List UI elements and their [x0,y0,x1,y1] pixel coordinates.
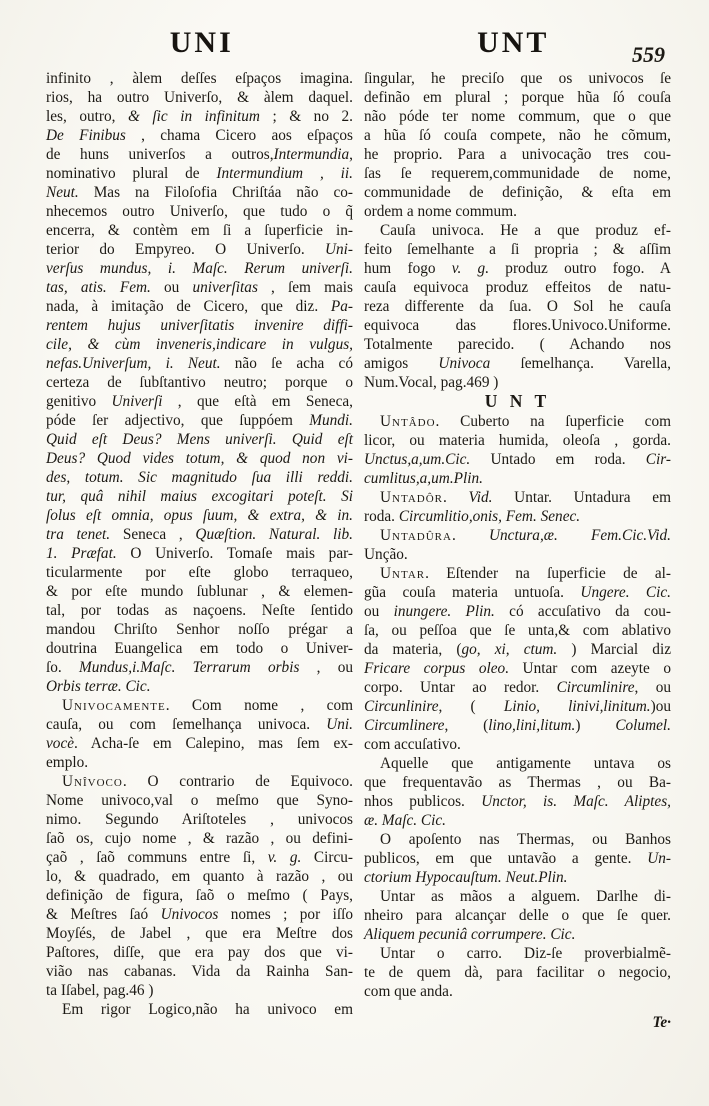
text-line: Totalmente parecido. ( Achando nos [364,336,671,353]
text-line: ordem a nome commum. [364,203,517,220]
text-line: Untar as mãos a alguem. Darlhe di- [380,888,671,905]
text-line: rios, ha outro Univerſo, & àlem daquel. [46,89,353,106]
text-line: com que anda. [364,983,453,1000]
text-line: Untar o carro. Diz-ſe proverbialmẽ- [380,945,671,962]
text-line: Aliquem pecuniâ corrumpere. Cic. [364,926,576,943]
text-line: ctorium Hypocauſtum. Neut.Plin. [364,869,568,886]
text-line: nada, à imitação de Cicero, que diz. Pa- [46,298,353,315]
text-line: definão em plural ; porque hũa ſó couſa [364,89,671,106]
text-line: Neut. Mas na Filoſofia Chriſtáa não co- [46,184,353,201]
text-line: feito ſemelhante a ſi propria ; & aſſim [364,241,671,258]
text-line: Fricare corpus oleo. Untar com azeyte o [364,660,671,677]
text-line: nhecemos outro Univerſo, que tudo o q̃ [46,203,353,220]
text-line: nominativo plural de Intermundium , ii. [46,165,353,182]
text-line: Unctus,a,um.Cic. Untado em roda. Cir- [364,451,671,468]
text-line: vocè. Acha-ſe em Calepino, mas ſem ex- [46,735,353,752]
text-line: genitivo Univerſi , que eſtà em Seneca, [46,393,353,410]
text-line: Untadûra. Unctura,æ. Fem.Cic.Vid. [380,527,671,544]
text-line: & Meſtres ſaó Univocos nomes ; por iſſo [46,906,353,923]
text-line: de huns univerſos a outros,Intermundia, [46,146,353,163]
text-line: terior do Empyreo. O Univerſo. Uni- [46,241,353,258]
text-line: Untar. Eſtender na ſuperficie de al- [380,565,671,582]
text-line: doutrina Euangelica em todo o Univer- [46,640,353,657]
text-line: amigos Univoca ſemelhança. Varella, [364,355,671,372]
text-line: communidade de definição, & eſta em [364,184,671,201]
text-line: nimo. Segundo Ariſtoteles , univocos [46,811,353,828]
text-line: corpo. Untar ao redor. Circumlinire, ou [364,679,671,696]
text-line: licor, ou materia humida, oleoſa , gorda. [364,432,671,449]
text-line: cumlitus,a,um.Plin. [364,470,483,487]
text-line: Unção. [364,546,408,563]
text-line: hum fogo v. g. produz outro fogo. A [364,260,671,277]
text-line: a hũa ſó couſa compete, não he cõmum, [364,127,671,144]
text-line: definição de figura, ſaõ o meſmo ( Pays, [46,887,353,904]
text-line: Circumlinere, (lino,lini,litum.) Columel. [364,717,671,734]
text-line: rentem hujus univerſitatis invenire diffi- [46,317,353,334]
text-line: ſa, ou peſſoa que ſe unta,& com ablativo [364,622,671,639]
text-line: Paſtores, diſſe, que era pay dos que vi- [46,944,353,961]
text-line: Orbis terræ. Cic. [46,678,151,695]
text-line: te de quem dà, para facilitar o negocio, [364,964,671,981]
text-line: Unîvoco. O contrario de Equivoco. [62,773,353,790]
text-line: Num.Vocal, pag.469 ) [364,374,499,391]
text-line: infinito , àlem deſſes eſpaços imagina. [46,70,353,87]
text-line: da materia, (go, xi, ctum. ) Marcial diz [364,641,671,658]
text-line: Deus? Quod vides totum, & quod non vi- [46,450,353,467]
text-line: que frequentavão as Thermas , ou Ba- [364,774,671,791]
text-line: 1. Præfat. O Univerſo. Tomaſe mais par- [46,545,353,562]
text-line: com accuſativo. [364,736,461,753]
text-line: cauſa, ou com ſemelhança univoca. Uni. [46,716,353,733]
text-columns [46,69,671,1032]
page-number: 559 [632,42,665,67]
text-line: des, totum. Sic magnitudo ſua illi reddi. [46,469,353,486]
text-line: çaõ , ſaõ communs entre ſi, v. g. Circu- [46,849,353,866]
text-line: ſo. Mundus,i.Maſc. Terrarum orbis , ou [46,659,353,676]
text-line: Quid eſt Deus? Mens univerſi. Quid eſt [46,431,353,448]
text-line: & por eſte mundo ſublunar , & elemen- [46,583,353,600]
header-left-title: UNI [169,26,234,59]
text-line: U N T [484,391,551,411]
text-line: les, outro, & ſic in infinitum ; & no 2. [46,108,353,125]
text-line: tra tenet. Seneca , Quæſtion. Natural. lib. [46,526,353,543]
text-line: nheiro para alcançar delle o que ſe quer. [364,907,671,924]
text-line: Nome univoco,val o meſmo que Syno- [46,792,353,809]
text-line: ſas ſe requerem,communidade de nome, [364,165,671,182]
text-line: ou inungere. Plin. có accuſativo da cou- [364,603,671,620]
text-line: ſaõ os, cujo nome , & razão , ou defini- [46,830,353,847]
text-line: ticularmente por eſte globo terraqueo, [46,564,353,581]
text-line: ſolus eſt omnia, opus ſuum, & extra, & in. [46,507,353,524]
text-line: ta Iſabel, pag.46 ) [46,982,154,999]
text-line: Untadôr. Vid. Untar. Untadura em [380,489,671,506]
text-line: Cauſa univoca. He a que produz ef- [380,222,671,239]
text-line: mandou Chriſto Senhor noſſo prégar a [46,621,353,638]
text-line: cile, & cùm inveneris,indicare in vulgus, [46,336,353,353]
text-line: equivoca das flores.Univoco.Uniforme. [364,317,671,334]
running-header [46,26,669,60]
text-line: O apoſento nas Thermas, ou Banhos [380,831,671,848]
text-line: não póde ter nome commum, que o que [364,108,671,125]
text-line: vião nas cabanas. Vida da Rainha San- [46,963,353,980]
left-column [46,69,353,1032]
text-line: gũa couſa materia untuoſa. Ungere. Cic. [364,584,671,601]
text-line: certeza de ſubſtantivo neutro; porque o [46,374,353,391]
text-line: ſingular, he preciſo que os univocos ſe [364,70,671,87]
text-line: nhos publicos. Unctor, is. Maſc. Aliptes, [364,793,671,810]
text-line: verſus mundus, i. Maſc. Rerum univerſi. [46,260,353,277]
text-line: publicos, em que untavão a gente. Un- [364,850,671,867]
text-line: nefas.Univerſum, i. Neut. não ſe acha có [46,355,353,372]
text-line: De Finibus , chama Cicero aos eſpaços [46,127,353,144]
text-line: Moyſés, de Jabel , que era Meſtre dos [46,925,353,942]
text-line: tur, quâ nihil maius excogitari poteſt. Si [46,488,353,505]
text-line: he proprio. Para a univocação tres cou- [364,146,671,163]
text-line: Aquelle que antigamente untava os [380,755,671,772]
text-line: roda. Circumlitio,onis, Fem. Senec. [364,508,581,525]
text-line: cauſa equivoca produz effeitos de natu- [364,279,671,296]
text-line: encerra, & contèm em ſi a ſuperficie in- [46,222,353,239]
text-line: reza differente da ſua. O Sol he cauſa [364,298,671,315]
text-line: Em rigor Logico,não ha univoco em [62,1001,353,1018]
text-line: tal, por todas as naçoens. Neſte ſentido [46,602,353,619]
text-line: tas, atis. Fem. ou univerſitas , ſem mais [46,279,353,296]
right-column [364,69,671,1032]
text-line: Te· [652,1014,671,1031]
text-line: Untâdo. Cuberto na ſuperficie com [380,413,671,430]
text-line: lo, & quadrado, em quanto à razão , ou [46,868,353,885]
text-line: póde ſer adjectivo, que ſuppóem Mundi. [46,412,353,429]
text-line: Univocamente. Com nome , com [62,697,353,714]
text-line: emplo. [46,754,89,771]
header-right-title: UNT [477,26,550,59]
text-line: Circunlinire, ( Linio, linivi,linitum.)ou [364,698,671,715]
text-line: æ. Maſc. Cic. [364,812,446,829]
